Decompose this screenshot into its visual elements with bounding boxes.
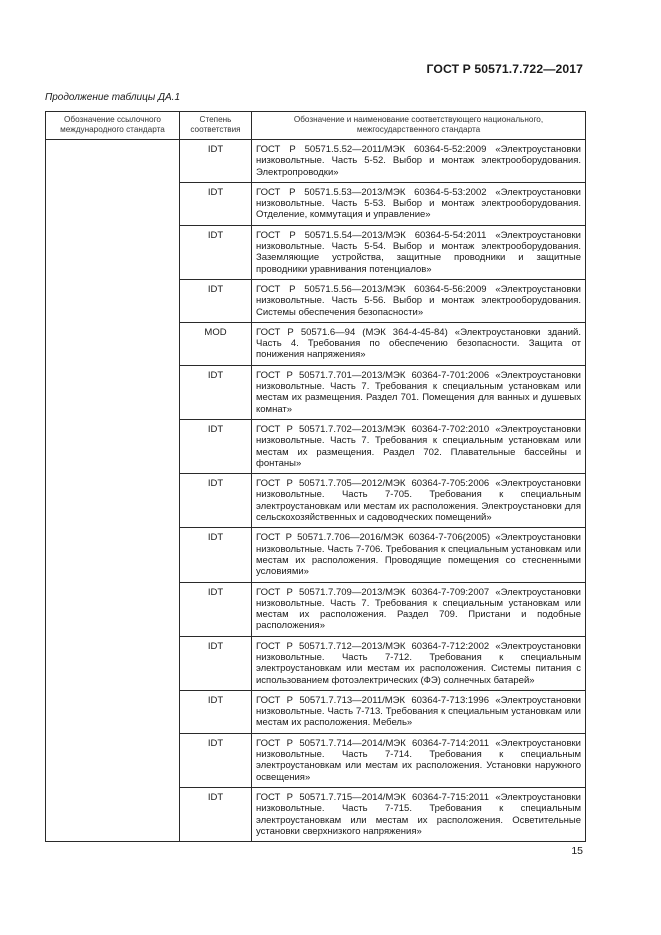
national-standard-cell: ГОСТ Р 50571.7.713—2011/МЭК 60364-7-713:1996 «Электроустановки низковольтные. Часть 7-713. Требования к специальным установкам или местам их расположения. Мебель» [252,690,586,733]
national-standard-cell: ГОСТ Р 50571.7.712—2013/МЭК 60364-7-712:2002 «Электроустановки низковольтные. Часть 7-712. Требования к специальным электроустановкам или местам их расположения. Системы питания с использованием фотоэлектрических (ФЭ) солнечных батарей» [252,636,586,690]
international-standard-cell [46,140,180,842]
page-number: 15 [571,845,583,857]
national-standard-cell: ГОСТ Р 50571.5.54—2013/МЭК 60364-5-54:2011 «Электроустановки низковольтные. Часть 5-54. Выбор и монтаж электрооборудования. Заземляющие устройства, защитные проводники и защитные проводники уравнивания потенциалов» [252,225,586,279]
degree-cell: IDT [180,279,252,322]
degree-cell: IDT [180,225,252,279]
degree-cell: IDT [180,582,252,636]
national-standard-cell: ГОСТ Р 50571.5.53—2013/МЭК 60364-5-53:2002 «Электроустановки низковольтные. Часть 5-53. Выбор и монтаж электрооборудования. Отделение, коммутация и управление» [252,182,586,225]
table-header-row [46,112,586,140]
national-standard-cell: ГОСТ Р 50571.7.706—2016/МЭК 60364-7-706(2005) «Электроустановки низковольтные. Часть 7-706. Требования к специальным установкам или местам их расположения. Проводящие помещения со стесненными условиями» [252,528,586,582]
national-standard-cell: ГОСТ Р 50571.7.715—2014/МЭК 60364-7-715:2011 «Электроустановки низковольтные. Часть 7-715. Требования к специальным электроустановкам или местам их расположения. Осветительные установки сверхнизкого напряжения» [252,787,586,841]
degree-cell: IDT [180,182,252,225]
standards-table [45,111,586,842]
table-row [46,140,586,183]
national-standard-cell: ГОСТ Р 50571.7.705—2012/МЭК 60364-7-705:2006 «Электроустановки низковольтные. Часть 7-705. Требования к специальным электроустановкам или местам их расположения. Электроустановки для сельскохозяйственных и садоводческих помещений» [252,474,586,528]
degree-cell: IDT [180,365,252,419]
column-header-international: Обозначение ссылочного международного стандарта [46,112,180,140]
national-standard-cell: ГОСТ Р 50571.6—94 (МЭК 364-4-45-84) «Электроустановки зданий. Часть 4. Требования по обеспечению безопасности. Защита от понижения напряжения» [252,322,586,365]
national-standard-cell: ГОСТ Р 50571.7.701—2013/МЭК 60364-7-701:2006 «Электроустановки низковольтные. Часть 7. Требования к специальным установкам или местам их размещения. Раздел 701. Помещения для ванных и душевых комнат» [252,365,586,419]
degree-cell: IDT [180,419,252,473]
degree-cell: IDT [180,474,252,528]
degree-cell: IDT [180,733,252,787]
degree-cell: IDT [180,690,252,733]
column-header-national: Обозначение и наименование соответствующего национального, межгосударственного стандарта [252,112,586,140]
national-standard-cell: ГОСТ Р 50571.5.52—2011/МЭК 60364-5-52:2009 «Электроустановки низковольтные. Часть 5-52. Выбор и монтаж электрооборудования. Электропроводки» [252,140,586,183]
national-standard-cell: ГОСТ Р 50571.7.714—2014/МЭК 60364-7-714:2011 «Электроустановки низковольтные. Часть 7-714. Требования к специальным электроустановкам или местам их расположения. Установки наружного освещения» [252,733,586,787]
degree-cell: IDT [180,140,252,183]
table-caption: Продолжение таблицы ДА.1 [45,92,181,103]
degree-cell: IDT [180,787,252,841]
national-standard-cell: ГОСТ Р 50571.5.56—2013/МЭК 60364-5-56:2009 «Электроустановки низковольтные. Часть 5-56. Выбор и монтаж электрооборудования. Системы обеспечения безопасности» [252,279,586,322]
degree-cell: IDT [180,636,252,690]
column-header-degree: Степень соответствия [180,112,252,140]
national-standard-cell: ГОСТ Р 50571.7.702—2013/МЭК 60364-7-702:2010 «Электроустановки низковольтные. Часть 7. Требования к специальным установкам или местам их размещения. Раздел 702. Плавательные бассейны и фонтаны» [252,419,586,473]
degree-cell: IDT [180,528,252,582]
national-standard-cell: ГОСТ Р 50571.7.709—2013/МЭК 60364-7-709:2007 «Электроустановки низковольтные. Часть 7. Требования к специальным установкам или местам их расположения. Раздел 709. Пристани и подобные расположения» [252,582,586,636]
document-code: ГОСТ Р 50571.7.722—2017 [426,62,583,76]
degree-cell: MOD [180,322,252,365]
